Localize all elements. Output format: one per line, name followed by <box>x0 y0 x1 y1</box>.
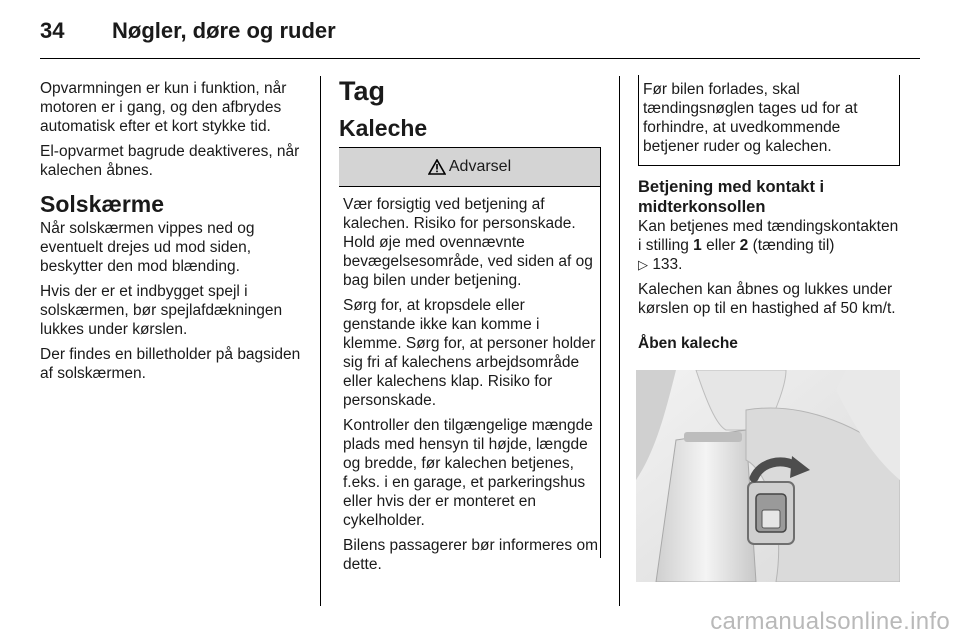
watermark-text: carmanualsonline.info <box>710 608 950 635</box>
page-reference-icon: ▷ <box>638 257 648 272</box>
heading-sun-visors: Solskærme <box>40 191 165 217</box>
warning-paragraph-3: Kontroller den tilgængelige mængde plads med hensyn til højde, længde og bredde, før kalechen betjenes, f.eks. i en garage, et parkeringshus eller hvis der er monteret en cykelholder. <box>343 417 593 529</box>
warning-header <box>339 148 600 187</box>
paragraph-speed: Kalechen kan åbnes og lukkes under kørslen op til en hastighed af 50 km/t. <box>638 281 896 317</box>
paragraph-rear-window: El-opvarmet bagrude deaktiveres, når kalechen åbnes. <box>40 143 300 179</box>
ignition-text-c: eller <box>701 237 740 254</box>
ignition-position-2: 2 <box>739 237 749 254</box>
paragraph-heating-info: Opvarmningen er kun i funktion, når motoren er i gang, og den afbrydes automatisk efter et kort stykke tid. <box>40 80 287 135</box>
ignition-text-e: (tænding til) <box>748 237 835 254</box>
header-divider <box>40 58 920 59</box>
note-text: Før bilen forlades, skal tændingsnøglen tages ud for at forhindre, at uvedkommende betjener ruder og kalechen. <box>643 81 858 155</box>
page-title: Nøgler, døre og ruder <box>112 18 336 43</box>
column-2 <box>339 75 601 142</box>
warning-paragraph-2: Sørg for, at kropsdele eller genstande ikke kan komme i klemme. Sørg for, at personer holder sig fri af kalechens arbejdsområde eller kalechens klap. Risiko for personskade. <box>343 297 596 409</box>
warning-paragraph-4: Bilens passagerer bør informeres om dette. <box>343 537 598 573</box>
column-1 <box>40 79 308 389</box>
heading-open-top: Åben kaleche <box>638 335 738 352</box>
ignition-position-1: 1 <box>693 237 702 254</box>
page-number: 34 <box>40 18 65 43</box>
heading-roof: Tag <box>339 76 385 106</box>
paragraph-ignition <box>638 217 900 274</box>
warning-title: Advarsel <box>448 158 512 175</box>
warning-paragraph-1: Vær forsigtig ved betjening af kalechen. Risiko for personskade. Hold øje med ovennævnte bevægelsesområde, ved siden af og bag bilen under betjening. <box>343 196 593 289</box>
page-reference[interactable]: 133. <box>652 256 683 273</box>
console-switch-illustration <box>636 370 900 582</box>
warning-box <box>339 147 601 573</box>
note-box <box>638 75 900 166</box>
heading-convertible-top: Kaleche <box>339 115 428 141</box>
paragraph-ticket-holder: Der findes en billetholder på bagsiden af solskærmen. <box>40 346 301 382</box>
paragraph-mirror: Hvis der er et indbygget spejl i solskærmen, bør spejlafdækningen lukkes under kørslen. <box>40 283 283 338</box>
column-3 <box>638 177 900 353</box>
warning-body <box>339 187 600 574</box>
paragraph-sun-visor: Når solskærmen vippes ned og eventuelt drejes ud mod siden, beskytter den mod blænding. <box>40 220 255 275</box>
column-divider-2 <box>619 76 620 606</box>
warning-triangle-icon <box>428 159 446 175</box>
heading-console-switch: Betjening med kontakt i midterkonsollen <box>638 178 825 216</box>
ignition-text-a: Kan betjenes med tændingskontakten i stilling <box>638 218 899 254</box>
column-divider-1 <box>320 76 321 606</box>
